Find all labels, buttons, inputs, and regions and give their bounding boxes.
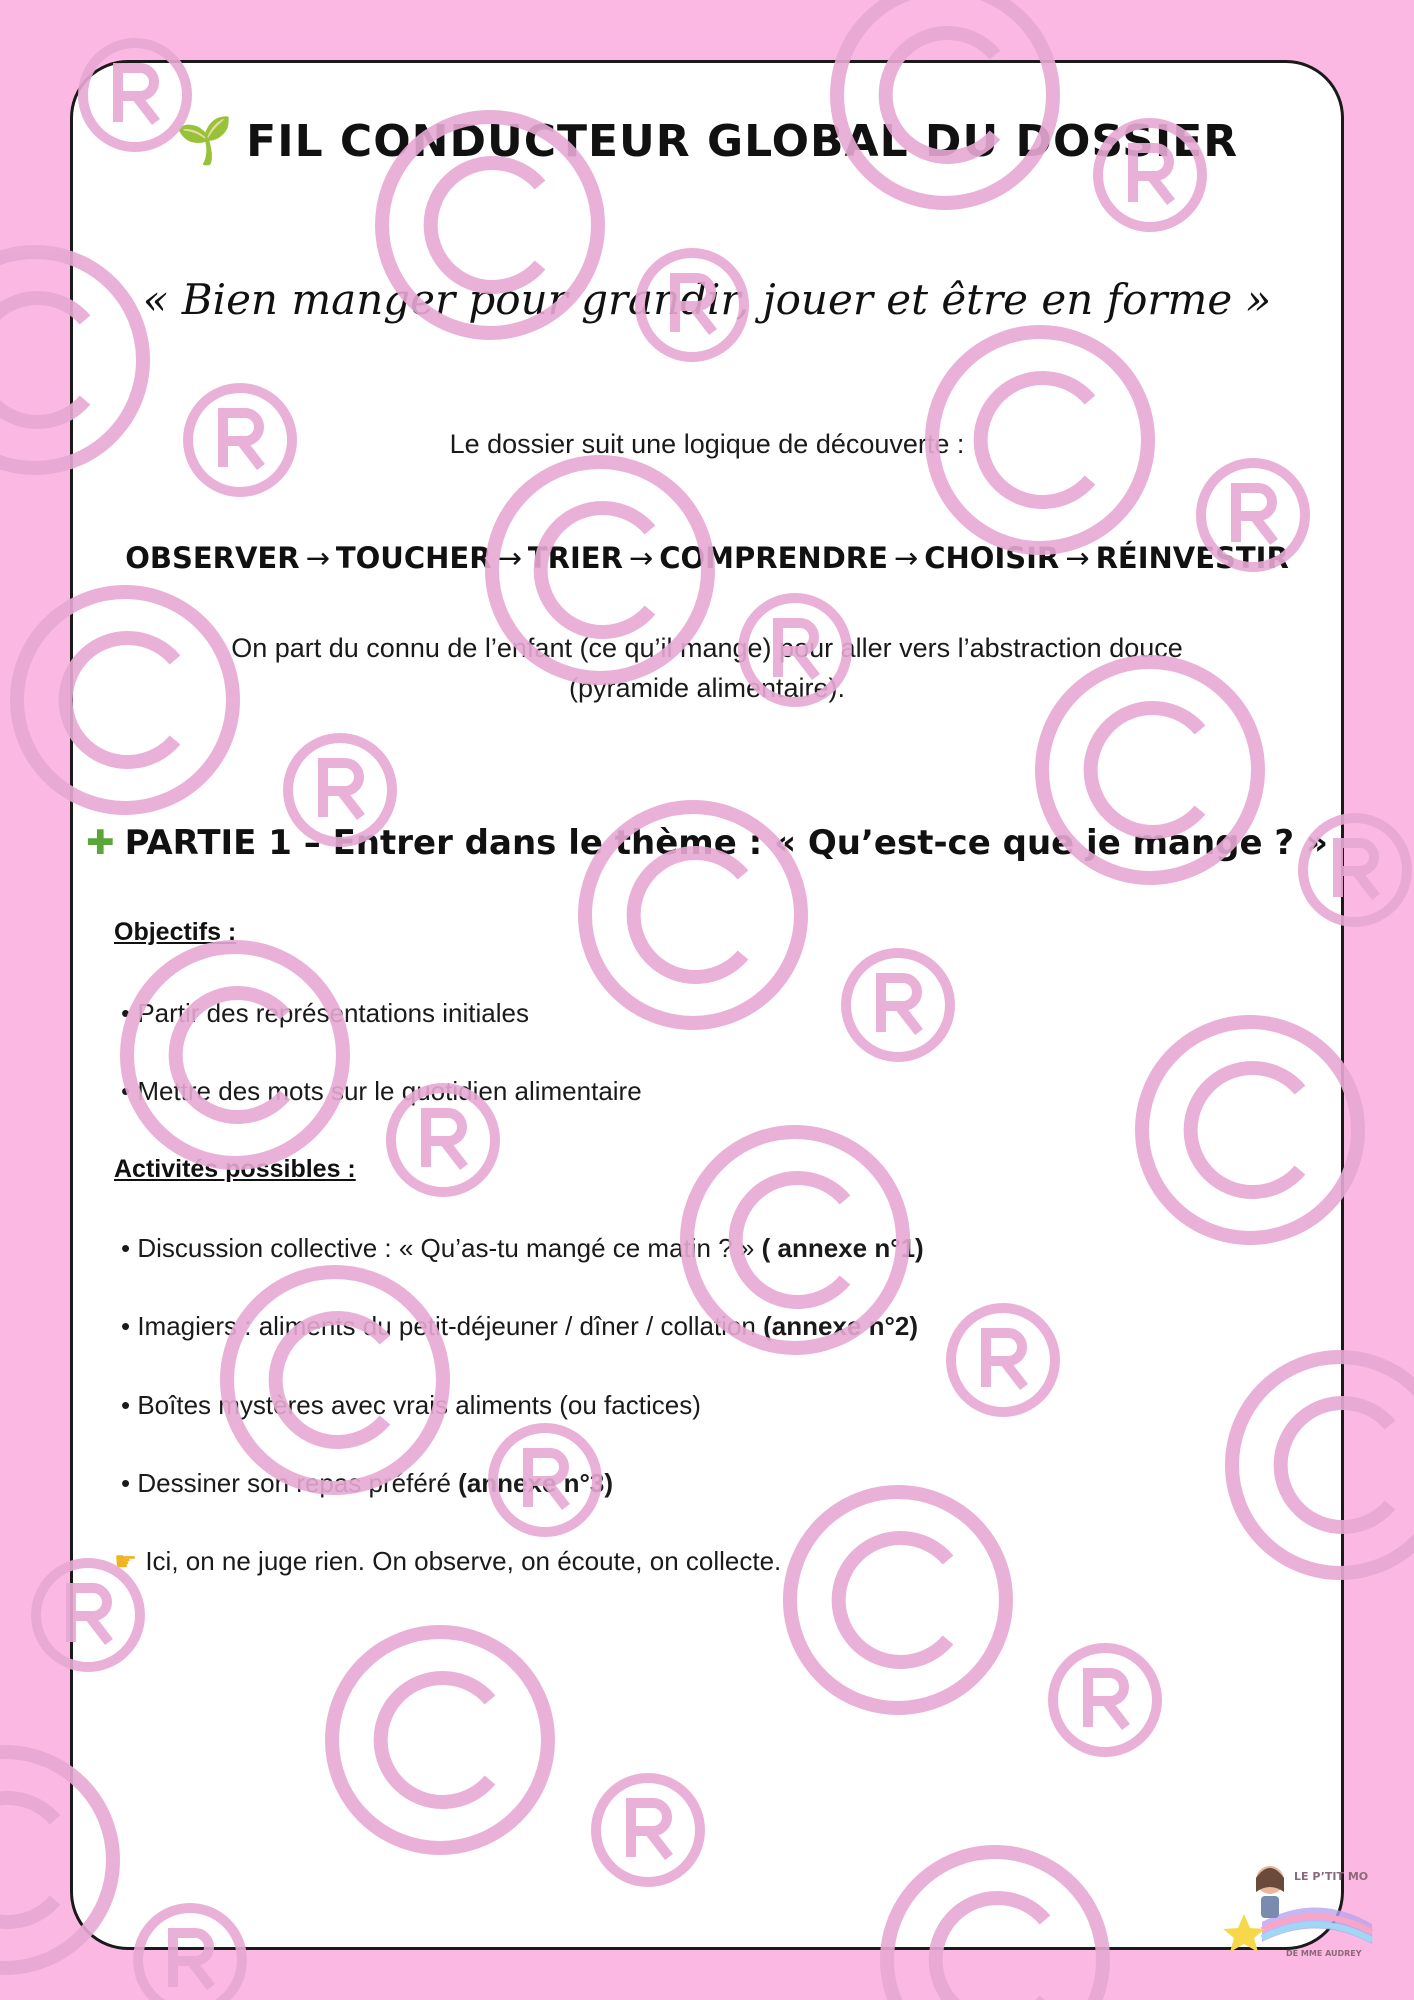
objectif-item: • Mettre des mots sur le quotidien alimentaire — [121, 1076, 642, 1106]
objectif-item: • Partir des représentations initiales — [121, 998, 529, 1028]
annexe-ref: (annexe n°3) — [458, 1468, 614, 1498]
activite-item: • Imagiers : aliments du petit-déjeuner / dîner / collation (annexe n°2) — [121, 1311, 918, 1341]
part1-title: PARTIE 1 – Entrer dans le thème : « Qu’est-ce que je mange ? » — [124, 823, 1328, 863]
step-trier: TRIER — [527, 541, 623, 575]
arrow-icon: → — [305, 541, 330, 575]
puzzle-icon: ✚ — [86, 823, 115, 863]
steps-sequence — [73, 541, 1341, 575]
arrow-icon: → — [497, 541, 522, 575]
step-toucher: TOUCHER — [335, 541, 492, 575]
intro-text: Le dossier suit une logique de découverte : — [449, 429, 965, 459]
step-comprendre: COMPRENDRE — [659, 541, 888, 575]
activite-item: • Boîtes mystères avec vrais aliments (ou factices) — [121, 1390, 701, 1420]
brand-logo — [1222, 1852, 1382, 1962]
step-observer: OBSERVER — [125, 541, 300, 575]
page-title — [73, 113, 1341, 168]
arrow-icon: → — [1065, 541, 1090, 575]
objectifs-label: Objectifs : — [114, 918, 237, 946]
activite-item: • Dessiner son repas préféré (annexe n°3) — [121, 1468, 614, 1498]
logo-line2: DE MME AUDREY — [1286, 1949, 1362, 1958]
theme-subtitle: « Bien manger pour grandir, jouer et être en forme » — [142, 275, 1272, 324]
logo-artwork — [1222, 1852, 1382, 1962]
arrow-icon: → — [893, 541, 919, 575]
page-title-text: FIL CONDUCTEUR GLOBAL DU DOSSIER — [246, 116, 1239, 167]
annexe-ref: (annexe n°2) — [763, 1311, 918, 1341]
document-content — [73, 63, 1341, 1947]
activites-label: Activités possibles : — [114, 1155, 356, 1183]
annexe-ref: ( annexe n°1) — [761, 1233, 924, 1263]
conclusion-line: ☛ Ici, on ne juge rien. On observe, on écoute, on collecte. — [114, 1546, 782, 1576]
part1-heading — [73, 823, 1341, 863]
arrow-icon: → — [628, 541, 654, 575]
activite-item: • Discussion collective : « Qu’as-tu mangé ce matin ? » ( annexe n°1) — [121, 1233, 924, 1263]
pointing-hand-icon: ☛ — [114, 1546, 138, 1576]
document-card — [70, 60, 1344, 1950]
sprout-icon: 🌱 — [175, 113, 235, 167]
logo-line1: LE P’TIT MO — [1294, 1870, 1369, 1883]
step-reinvestir: RÉINVESTIR — [1095, 541, 1289, 575]
approach-note: On part du connu de l’enfant (ce qu’il mange) pour aller vers l’abstraction douce (pyramide alimentaire). — [231, 633, 1183, 703]
step-choisir: CHOISIR — [924, 541, 1060, 575]
